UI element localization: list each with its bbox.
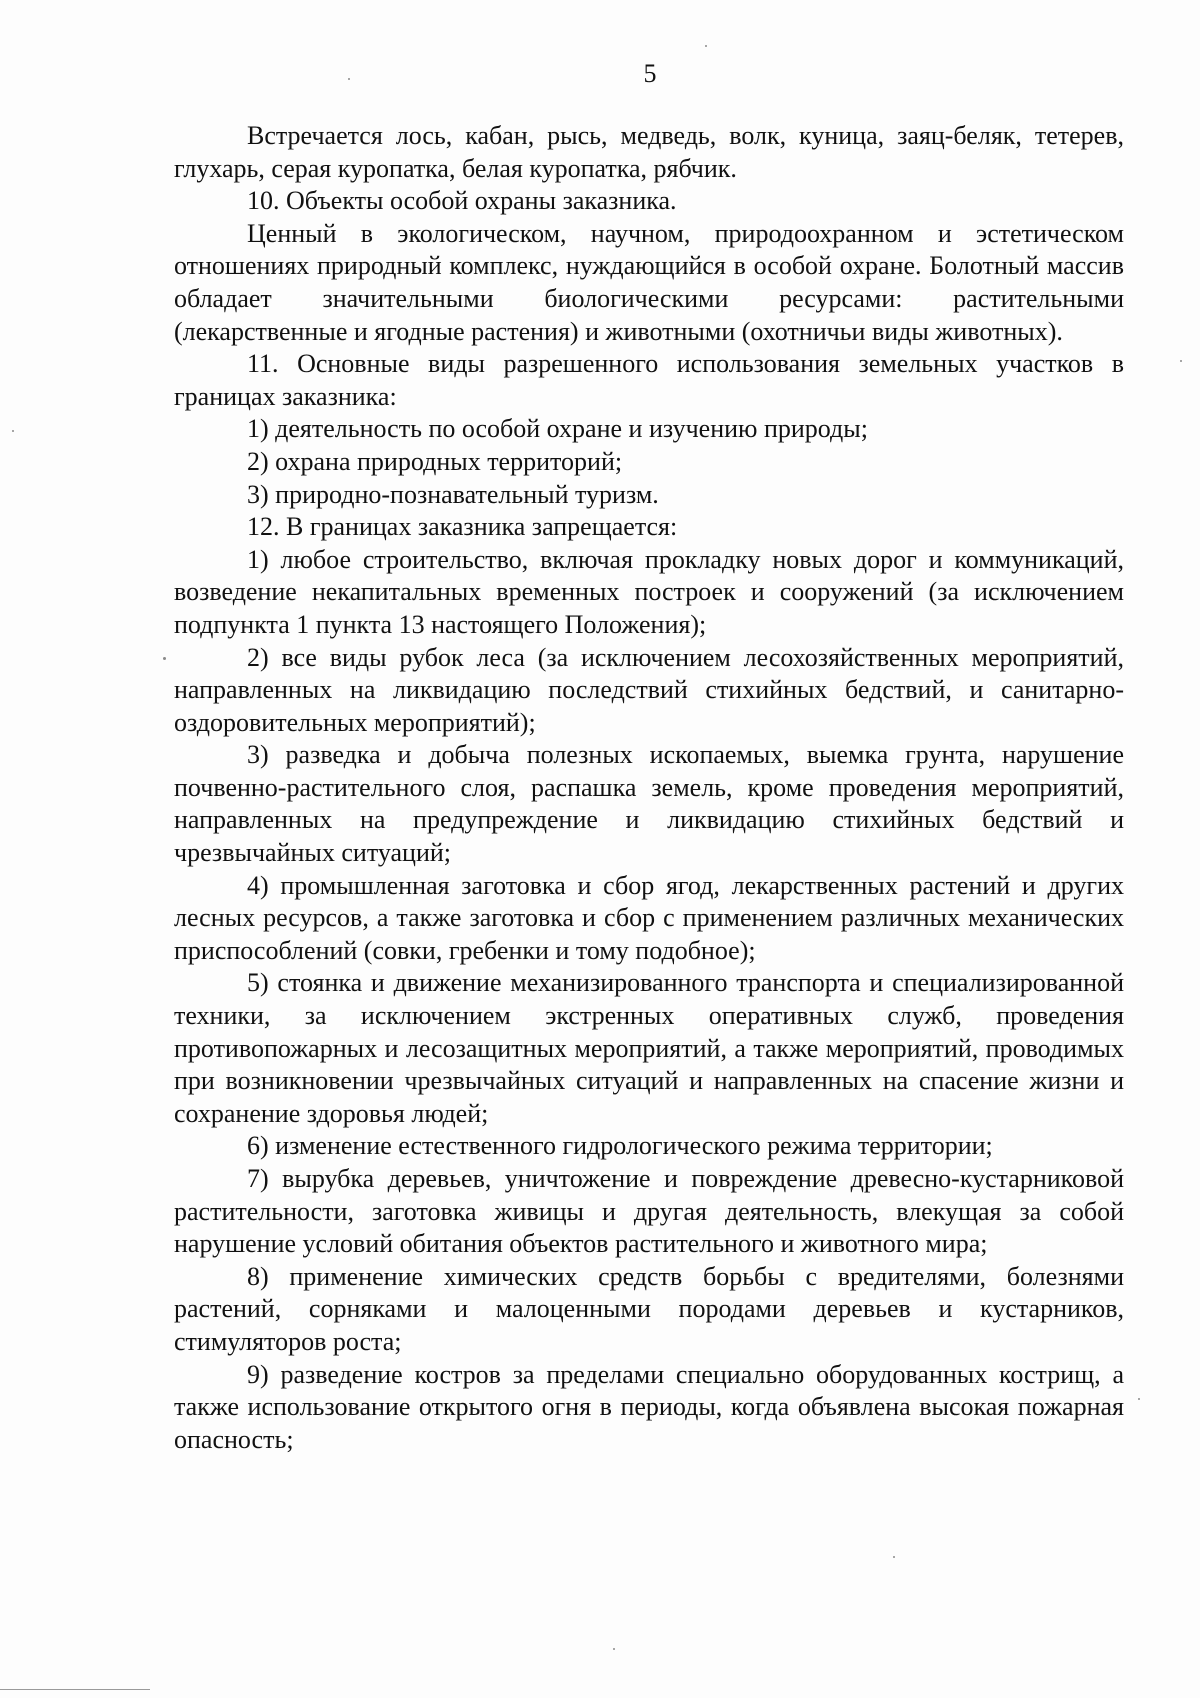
list-item-12-9: 9) разведение костров за пределами специально оборудованных кострищ, а также использование открытого огня в периоды, когда объявлена высокая пожарная опасность; [174,1359,1124,1454]
page-number: 5 [643,59,657,88]
list-item-12-6: 6) изменение естественного гидрологического режима территории; [247,1131,993,1161]
list-item-12-4: 4) промышленная заготовка и сбор ягод, лекарственных растений и других лесных ресурсов, а также заготовка и сбор с применением различных механических приспособлений (совки, гребенки и тому подобное); [174,870,1124,965]
paragraph-section-12-heading: 12. В границах заказника запрещается: [247,512,678,542]
list-item-12-3: 3) разведка и добыча полезных ископаемых, выемка грунта, нарушение почвенно-растительного слоя, распашка земель, кроме проведения мероприятий, направленных на предупреждение и ликвидацию стихийных бедствий и чрезвычайных ситуаций; [174,740,1124,868]
scan-edge-line [0,1689,150,1690]
paragraph-section-11-heading: 11. Основные виды разрешенного использования земельных участков в границах заказника: [174,349,1124,411]
scan-speck [12,430,14,432]
scan-speck [613,1648,615,1650]
scan-speck [893,1556,895,1558]
scan-speck [163,657,166,660]
paragraph-section-10-heading: 10. Объекты особой охраны заказника. [247,186,677,216]
list-item-12-8: 8) применение химических средств борьбы с вредителями, болезнями растений, сорняками и малоценными породами деревьев и кустарников, стимуляторов роста; [174,1261,1124,1356]
paragraph-section-10-text: Ценный в экологическом, научном, природоохранном и эстетическом отношениях природный комплекс, нуждающийся в особой охране. Болотный массив обладает значительными биологическими ресурсами: растительными (лекарственные и ягодные растения) и животными (охотничьи виды животных). [174,218,1124,346]
list-item-12-5: 5) стоянка и движение механизированного транспорта и специализированной техники, за исключением экстренных оперативных служб, проведения противопожарных и лесозащитных мероприятий, а также мероприятий, проводимых при возникновении чрезвычайных ситуаций и направленных на спасение жизни и сохранение здоровья людей; [174,968,1124,1128]
list-item-12-1: 1) любое строительство, включая прокладку новых дорог и коммуникаций, возведение некапитальных временных построек и сооружений (за исключением подпункта 1 пункта 13 настоящего Положения); [174,544,1124,639]
document-body [174,120,1124,1456]
list-item-11-3: 3) природно-познавательный туризм. [247,479,659,509]
list-item-11-1: 1) деятельность по особой охране и изучению природы; [247,414,868,444]
scan-speck [705,45,707,47]
list-item-12-7: 7) вырубка деревьев, уничтожение и повреждение древесно-кустарниковой растительности, заготовка живицы и другая деятельность, влекущая за собой нарушение условий обитания объектов растительного и животного мира; [174,1164,1124,1259]
scan-speck [1138,1398,1140,1400]
paragraph-fauna: Встречается лось, кабан, рысь, медведь, волк, куница, заяц-беляк, тетерев, глухарь, серая куропатка, белая куропатка, рябчик. [174,121,1124,183]
list-item-11-2: 2) охрана природных территорий; [247,446,623,476]
scan-speck [348,78,350,80]
scan-speck [1180,360,1182,362]
list-item-12-2: 2) все виды рубок леса (за исключением лесохозяйственных мероприятий, направленных на ликвидацию последствий стихийных бедствий, и санитарно-оздоровительных мероприятий); [174,642,1124,737]
